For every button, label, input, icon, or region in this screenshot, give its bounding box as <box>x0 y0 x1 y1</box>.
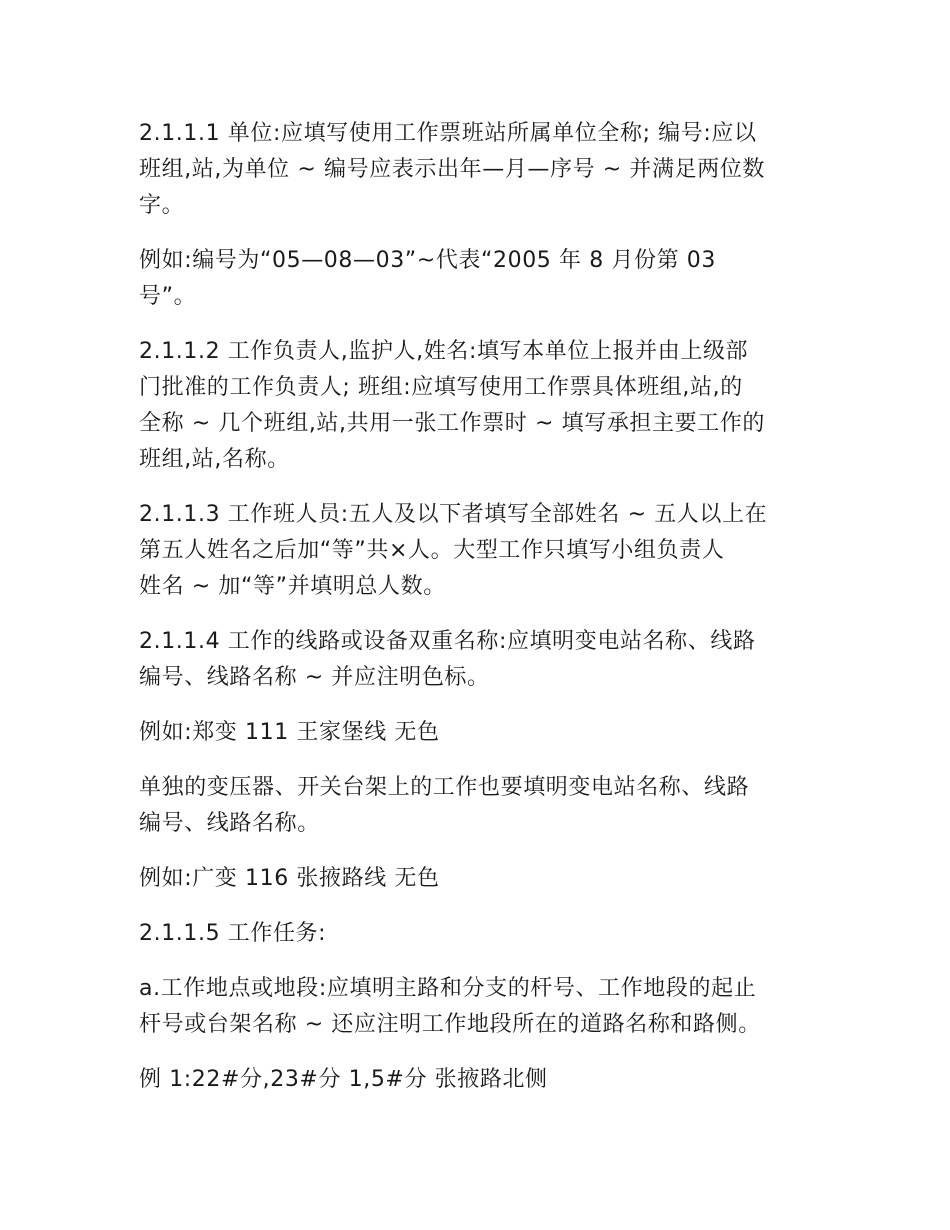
text-line: 班组,站,为单位 ~ 编号应表示出年—月—序号 ~ 并满足两位数 <box>139 157 766 182</box>
document-body <box>139 116 819 1117</box>
text-line: 例如:郑变 111 王家堡线 无色 <box>139 720 440 745</box>
text-line: 2.1.1.5 工作任务: <box>139 921 327 946</box>
text-line: 2.1.1.1 单位:应填写使用工作票班站所属单位全称; 编号:应以 <box>139 121 757 146</box>
text-line: 全称 ~ 几个班组,站,共用一张工作票时 ~ 填写承担主要工作的 <box>139 411 766 436</box>
text-line: a.工作地点或地段:应填明主路和分支的杆号、工作地段的起止 <box>139 976 757 1001</box>
text-line: 姓名 ~ 加“等”并填明总人数。 <box>139 574 446 599</box>
paragraph-2-1-1-5 <box>139 916 819 952</box>
paragraph-work-location <box>139 971 819 1043</box>
text-line: 字。 <box>139 193 185 218</box>
text-line: 号”。 <box>139 284 197 309</box>
text-line: 例如:编号为“05—08—03”~代表“2005 年 8 月份第 03 <box>139 248 716 273</box>
paragraph-example-zhengbian <box>139 715 819 751</box>
text-line: 例如:广变 116 张掖路线 无色 <box>139 866 440 891</box>
text-line: 单独的变压器、开关台架上的工作也要填明变电站名称、线路 <box>139 775 750 800</box>
text-line: 编号、线路名称 ~ 并应注明色标。 <box>139 665 490 690</box>
paragraph-transformer-note <box>139 770 819 842</box>
text-line: 2.1.1.4 工作的线路或设备双重名称:应填明变电站名称、线路 <box>139 629 756 654</box>
paragraph-2-1-1-1 <box>139 116 819 224</box>
text-line: 2.1.1.2 工作负责人,监护人,姓名:填写本单位上报并由上级部 <box>139 339 749 364</box>
paragraph-2-1-1-2 <box>139 334 819 478</box>
paragraph-example-number <box>139 243 819 315</box>
text-line: 编号、线路名称。 <box>139 811 320 836</box>
text-line: 门批准的工作负责人; 班组:应填写使用工作票具体班组,站,的 <box>139 375 743 400</box>
text-line: 班组,站,名称。 <box>139 447 290 472</box>
text-line: 第五人姓名之后加“等”共×人。大型工作只填写小组负责人 <box>139 538 725 563</box>
paragraph-example-guangbian <box>139 861 819 897</box>
paragraph-example-1 <box>139 1062 819 1098</box>
paragraph-2-1-1-3 <box>139 497 819 605</box>
paragraph-2-1-1-4 <box>139 624 819 696</box>
text-line: 例 1:22#分,23#分 1,5#分 张掖路北侧 <box>139 1067 548 1092</box>
text-line: 杆号或台架名称 ~ 还应注明工作地段所在的道路名称和路侧。 <box>139 1012 761 1037</box>
text-line: 2.1.1.3 工作班人员:五人及以下者填写全部姓名 ~ 五人以上在 <box>139 502 768 527</box>
